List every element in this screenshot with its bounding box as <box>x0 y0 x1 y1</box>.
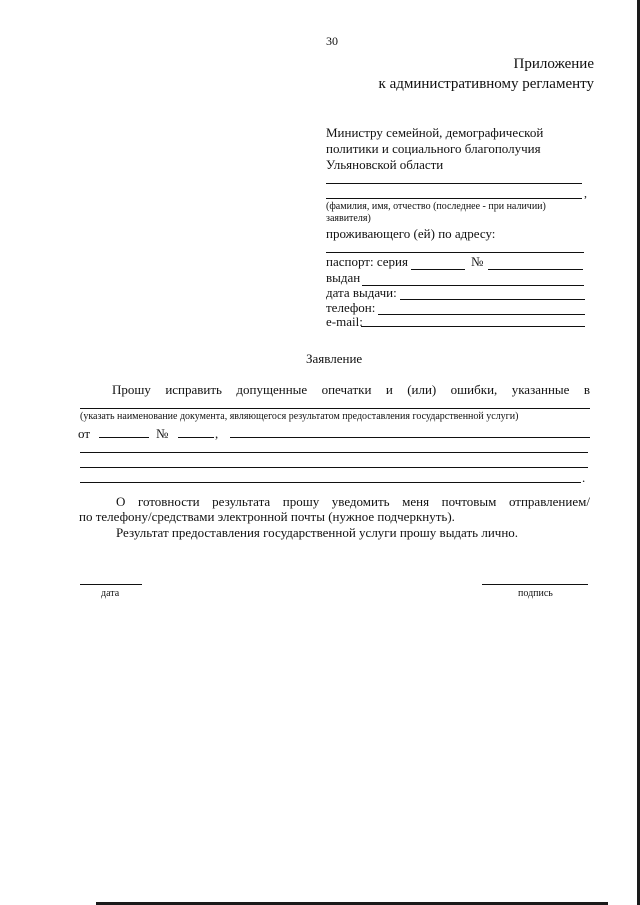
fio-hint-1: (фамилия, имя, отчество (последнее - при наличии) <box>326 201 546 212</box>
address-label: проживающего (ей) по адресу: <box>326 226 496 241</box>
notification-word: уведомить <box>331 494 390 509</box>
passport-series-line <box>411 269 465 270</box>
errors-period: . <box>582 470 586 485</box>
notification-word: готовности <box>137 494 200 509</box>
address-line <box>326 252 584 253</box>
issue-date-line <box>400 299 585 300</box>
notification-word: О <box>116 494 126 509</box>
document-name-hint: (указать наименование документа, являющегося результатом предоставления государственной услуги) <box>80 411 519 422</box>
document-number-line <box>178 437 214 438</box>
notification-word: почтовым <box>441 494 497 509</box>
name-comma: , <box>584 186 587 200</box>
from-label: от <box>78 426 91 441</box>
date-label: дата <box>101 588 120 599</box>
errors-line-1 <box>80 452 588 453</box>
applicant-name-line-2 <box>326 198 582 199</box>
document-details-line <box>230 437 590 438</box>
email-line <box>361 326 585 327</box>
document-name-line <box>80 408 590 409</box>
errors-line-2 <box>80 467 588 468</box>
document-number-sign: № <box>156 426 169 441</box>
appendix-title: Приложение <box>513 56 594 72</box>
addressee-line-2: политики и социального благополучия <box>326 141 541 156</box>
issue-in-person-line: Результат предоставления государственной услуги прошу выдать лично. <box>116 525 519 540</box>
notification-word: прошу <box>282 494 320 509</box>
notification-word: меня <box>402 494 430 509</box>
request-word: указанные <box>511 382 570 397</box>
signature-line <box>482 584 588 585</box>
phone-label: телефон: <box>326 300 376 315</box>
addressee-line-3: Ульяновской области <box>326 157 444 172</box>
applicant-name-line-1 <box>326 183 582 184</box>
fio-hint-2: заявителя) <box>326 213 371 224</box>
notification-line-2: по телефону/средствами электронной почты (нужное подчеркнуть). <box>79 509 455 524</box>
notification-word: отправлением/ <box>508 494 590 509</box>
request-word: допущенные <box>236 382 308 397</box>
issue-date-label: дата выдачи: <box>326 285 397 300</box>
email-label: e-mail: <box>326 314 363 329</box>
appendix-subtitle: к административному регламенту <box>378 76 594 92</box>
request-word: (или) <box>407 382 437 397</box>
document-comma: , <box>215 426 219 441</box>
notification-word: результата <box>212 494 271 509</box>
date-signature-line <box>80 584 142 585</box>
issued-by-label: выдан <box>326 270 361 285</box>
statement-title: Заявление <box>306 351 363 366</box>
signature-label: подпись <box>518 588 553 599</box>
request-word: опечатки <box>321 382 372 397</box>
passport-number-line <box>488 269 583 270</box>
passport-number-sign: № <box>471 254 484 269</box>
request-word: ошибки, <box>450 382 498 397</box>
request-word: и <box>385 382 393 397</box>
request-line <box>112 382 590 398</box>
errors-line-3 <box>80 482 581 483</box>
notification-line-1 <box>116 494 590 510</box>
request-word: в <box>583 382 590 397</box>
request-word: исправить <box>165 382 222 397</box>
page-number: 30 <box>326 34 338 48</box>
request-word: Прошу <box>112 382 151 397</box>
phone-line <box>378 314 585 315</box>
passport-series-label: паспорт: серия <box>326 254 408 269</box>
addressee-line-1: Министру семейной, демографической <box>326 125 544 140</box>
document-date-line <box>99 437 149 438</box>
